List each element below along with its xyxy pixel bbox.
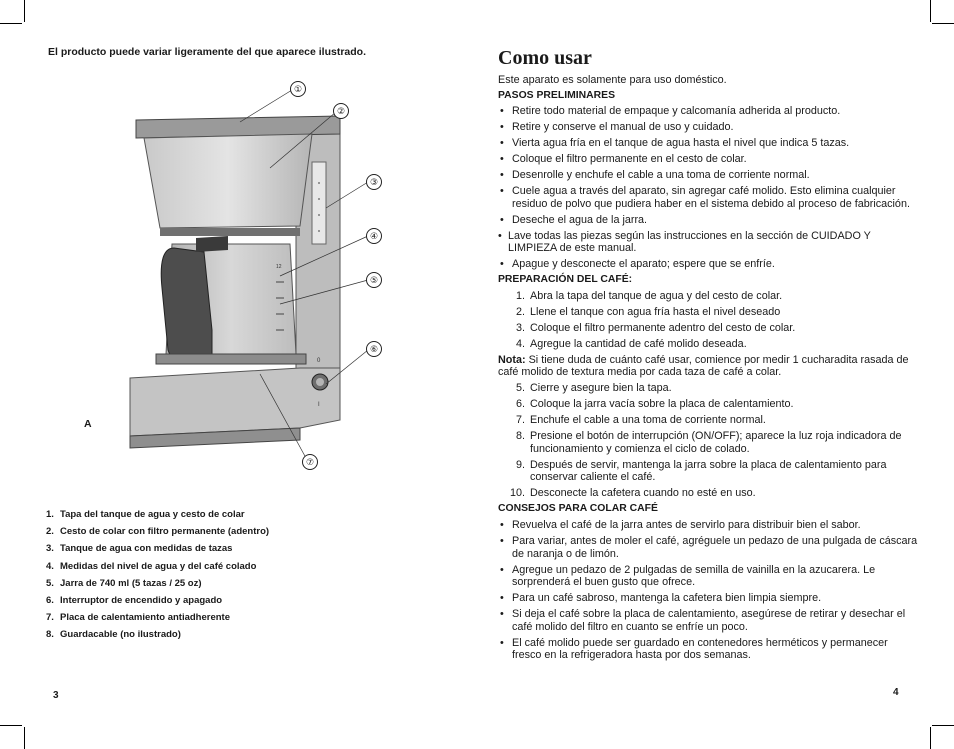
list-item: 8. Guardacable (no ilustrado) xyxy=(46,629,181,641)
crop-mark xyxy=(930,727,931,749)
bullet-icon: • xyxy=(500,169,504,182)
list-item: 6. Interruptor de encendido y apagado xyxy=(46,594,223,606)
list-item: 5. Jarra de 740 ml (5 tazas / 25 oz) xyxy=(46,577,202,589)
list-item: • Revuelva el café de la jarra antes de servirlo para distribuir bien el sabor. xyxy=(500,519,861,532)
figure-letter: A xyxy=(84,418,92,430)
intro-text: Este aparato es solamente para uso doméstico. xyxy=(498,74,727,86)
switch-off-label: 0 xyxy=(317,358,321,364)
list-item: 1. Tapa del tanque de agua y cesto de colar xyxy=(46,509,245,520)
list-item: • Lave todas las piezas según las instrucciones en la sección de CUIDADO Y LIMPIEZA de este manual. xyxy=(498,229,871,255)
list-item: 7. Enchufe el cable a una toma de corriente normal. xyxy=(515,414,766,427)
list-item: • Coloque el filtro permanente en el cesto de colar. xyxy=(500,153,747,166)
list-item: • Retire todo material de empaque y calcomanía adherida al producto. xyxy=(500,105,841,118)
crop-mark xyxy=(932,23,954,24)
list-item: • Vierta agua fría en el tanque de agua hasta el nivel que indica 5 tazas. xyxy=(500,137,850,150)
list-item: • Si deja el café sobre la placa de calentamiento, asegúrese de retirar y desechar el café molido del filtro en cuanto se enfríe un poco. xyxy=(500,608,906,633)
list-item: • Para variar, antes de moler el café, agréguele un pedazo de una pulgada de cáscara de naranja o de limón. xyxy=(500,535,918,560)
bullet-icon: • xyxy=(500,121,504,134)
bullet-icon: • xyxy=(500,592,504,605)
list-item: • Deseche el agua de la jarra. xyxy=(500,213,648,226)
coffee-maker-drawing xyxy=(100,78,400,488)
bullet-icon: • xyxy=(500,535,504,548)
list-item: • Para un café sabroso, mantenga la cafetera bien limpia siempre. xyxy=(500,592,822,605)
list-item: 1. Abra la tapa del tanque de agua y del cesto de colar. xyxy=(515,289,783,302)
bullet-icon: • xyxy=(500,519,504,532)
list-item: • Agregue un pedazo de 2 pulgadas de semilla de vainilla en la azucarera. Le sorprenderá el buen gusto que ofrece. xyxy=(500,563,876,589)
bullet-icon: • xyxy=(500,258,504,271)
list-item: 5. Cierre y asegure bien la tapa. xyxy=(515,382,672,395)
bullet-icon: • xyxy=(500,105,504,118)
note-label: Nota: xyxy=(498,353,526,366)
switch-on-label: I xyxy=(318,402,320,408)
list-item: • Desenrolle y enchufe el cable a una toma de corriente normal. xyxy=(500,169,810,182)
how-to-use-section xyxy=(498,46,918,665)
list-item: • Cuele agua a través del aparato, sin agregar café molido. Esto elimina cualquier residuo de polvo que pudiera haber en el sistema debido al proceso de fabricación. xyxy=(500,185,910,210)
crop-mark xyxy=(0,725,22,726)
parts-list xyxy=(46,506,269,644)
note-text: Si tiene duda de cuánto café usar, comience por medir 1 cucharadita rasada de café molido de textura media por cada taza de café a colar. xyxy=(498,353,909,379)
list-item: 10. Desconecte la cafetera cuando no esté en uso. xyxy=(509,487,756,500)
list-item: • El café molido puede ser guardado en contenedores herméticos y permanecer fresco en la refrigeradora hasta por dos semanas. xyxy=(500,636,888,662)
bullet-icon: • xyxy=(500,608,504,621)
crop-mark xyxy=(932,725,954,726)
callout-5: ⑤ xyxy=(366,272,382,288)
coffee-maker-illustration xyxy=(100,78,400,488)
crop-mark xyxy=(24,0,25,22)
list-item: 4. Agregue la cantidad de café molido deseada. xyxy=(515,337,747,350)
bullet-icon: • xyxy=(498,229,502,242)
list-item: • Retire y conserve el manual de uso y cuidado. xyxy=(500,121,734,134)
bullet-icon: • xyxy=(500,185,504,198)
list-item: 4. Medidas del nivel de agua y del café colado xyxy=(46,560,257,572)
callout-2: ② xyxy=(333,103,349,119)
list-item: 3. Tanque de agua con medidas de tazas xyxy=(46,543,233,555)
crop-mark xyxy=(24,727,25,749)
crop-mark xyxy=(930,0,931,22)
note-paragraph xyxy=(498,354,918,379)
page-number-right: 4 xyxy=(893,687,899,698)
bullet-icon: • xyxy=(500,153,504,166)
callout-7: ⑦ xyxy=(302,454,318,470)
bullet-icon: • xyxy=(500,636,504,649)
list-item: 9. Después de servir, mantenga la jarra sobre la placa de calentamiento para conservar caliente el café. xyxy=(515,458,887,484)
section-heading-preparation: PREPARACIÓN DEL CAFÉ: xyxy=(498,274,633,286)
list-item: 2. Cesto de colar con filtro permanente (adentro) xyxy=(46,526,270,538)
carafe-cups-label: 12 xyxy=(276,264,282,270)
bullet-icon: • xyxy=(500,563,504,576)
page-number-left: 3 xyxy=(53,690,59,701)
list-item: • Apague y desconecte el aparato; espere que se enfríe. xyxy=(500,258,775,271)
callout-1: ① xyxy=(290,81,306,97)
list-item: 3. Coloque el filtro permanente adentro del cesto de colar. xyxy=(515,321,796,334)
list-item: 8. Presione el botón de interrupción (ON/OFF); aparece la luz roja indicadora de funcionamiento y comienza el ciclo de colado. xyxy=(515,430,902,455)
product-disclaimer: El producto puede variar ligeramente del que aparece ilustrado. xyxy=(48,46,367,58)
list-item: 7. Placa de calentamiento antiadherente xyxy=(46,612,231,624)
list-item: 2. Llene el tanque con agua fría hasta el nivel deseado xyxy=(515,305,781,318)
list-item: 6. Coloque la jarra vacía sobre la placa de calentamiento. xyxy=(515,398,794,411)
bullet-icon: • xyxy=(500,213,504,226)
section-heading-tips: CONSEJOS PARA COLAR CAFÉ xyxy=(498,503,658,515)
callout-4: ④ xyxy=(366,228,382,244)
crop-mark xyxy=(0,23,22,24)
page-title: Como usar xyxy=(498,47,592,69)
bullet-icon: • xyxy=(500,137,504,150)
callout-3: ③ xyxy=(366,174,382,190)
callout-6: ⑥ xyxy=(366,341,382,357)
section-heading-preliminary: PASOS PRELIMINARES xyxy=(498,89,616,101)
